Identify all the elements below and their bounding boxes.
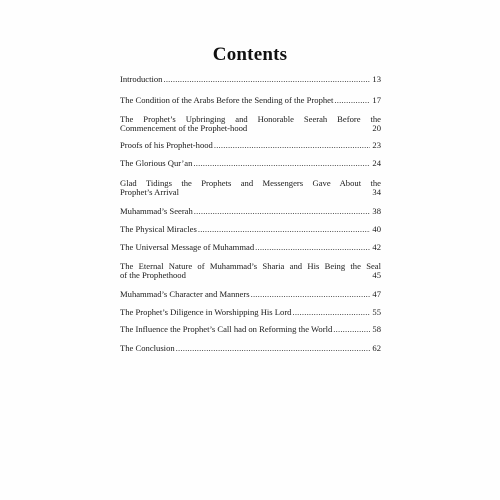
toc-entry-page: 62 [372,343,381,353]
toc-entry-glad-tidings[interactable] [120,179,381,197]
toc-entry-eternal-nature[interactable] [120,262,381,280]
toc-entry-page: 58 [372,324,381,334]
toc-entry-prophets-upbringing[interactable] [120,115,381,133]
toc-entry-page: 20 [372,123,381,133]
toc-entry-page: 47 [372,289,381,299]
dot-leader [333,325,370,334]
toc-entry-conclusion[interactable] [120,344,381,353]
toc-entry-title: The Conclusion [120,343,175,353]
toc-entry-title: Proofs of his Prophet-hood [120,140,213,150]
toc-entry-title-continued: Prophet’s Arrival [120,187,179,197]
toc-entry-diligence-in-worship[interactable] [120,308,381,317]
dot-leader [214,141,371,150]
contents-heading: Contents [212,44,288,65]
dot-leader [176,344,371,353]
toc-entry-page: 23 [372,140,381,150]
toc-entry-title: The Prophet’s Upbringing and Honorable Seerah Before the [120,114,381,124]
toc-entry-title: Muhammad’s Seerah [120,206,193,216]
toc-entry-page: 55 [372,307,381,317]
dot-leader [251,290,371,299]
toc-entry-page: 13 [372,74,381,84]
toc-entry-page: 45 [372,270,381,280]
toc-entry-title: The Prophet’s Diligence in Worshipping His Lord [120,307,292,317]
toc-entry-page: 38 [372,206,381,216]
toc-entry-influence-on-reforming[interactable] [120,325,381,334]
dot-leader [334,96,370,105]
toc-entry-title-continued: Commencement of the Prophet-hood [120,123,248,133]
toc-entry-condition-of-arabs[interactable] [120,96,381,105]
toc-entry-universal-message[interactable] [120,243,381,252]
dot-leader [193,159,370,168]
toc-entry-title-continued: of the Prophethood [120,270,186,280]
toc-entry-page: 40 [372,224,381,234]
toc-entry-page: 34 [372,187,381,197]
toc-entry-muhammads-seerah[interactable] [120,207,381,216]
toc-entry-title: The Eternal Nature of Muhammad’s Sharia and His Being the Seal [120,261,381,271]
toc-entry-proofs-of-prophethood[interactable] [120,141,381,150]
toc-entry-character-and-manners[interactable] [120,290,381,299]
toc-entry-title: The Universal Message of Muhammad [120,242,255,252]
toc-entry-title: Glad Tidings the Prophets and Messengers Gave About the [120,178,381,188]
toc-entry-title: The Glorious Qur’an [120,158,193,168]
toc-entry-title: Introduction [120,74,163,84]
toc-entry-introduction[interactable] [120,75,381,84]
dot-leader [163,75,370,84]
toc-entry-title: Muhammad’s Character and Manners [120,289,250,299]
dot-leader [194,207,371,216]
toc-entry-title: The Influence the Prophet’s Call had on Reforming the World [120,324,333,334]
dot-leader [198,225,371,234]
toc-entry-glorious-quran[interactable] [120,159,381,168]
dot-leader [255,243,370,252]
toc-entry-page: 42 [372,242,381,252]
toc-entry-page: 24 [372,158,381,168]
dot-leader [292,308,370,317]
toc-entry-title: The Physical Miracles [120,224,197,234]
toc-entry-title: The Condition of the Arabs Before the Sending of the Prophet [120,95,334,105]
toc-entry-physical-miracles[interactable] [120,225,381,234]
toc-entry-page: 17 [372,95,381,105]
